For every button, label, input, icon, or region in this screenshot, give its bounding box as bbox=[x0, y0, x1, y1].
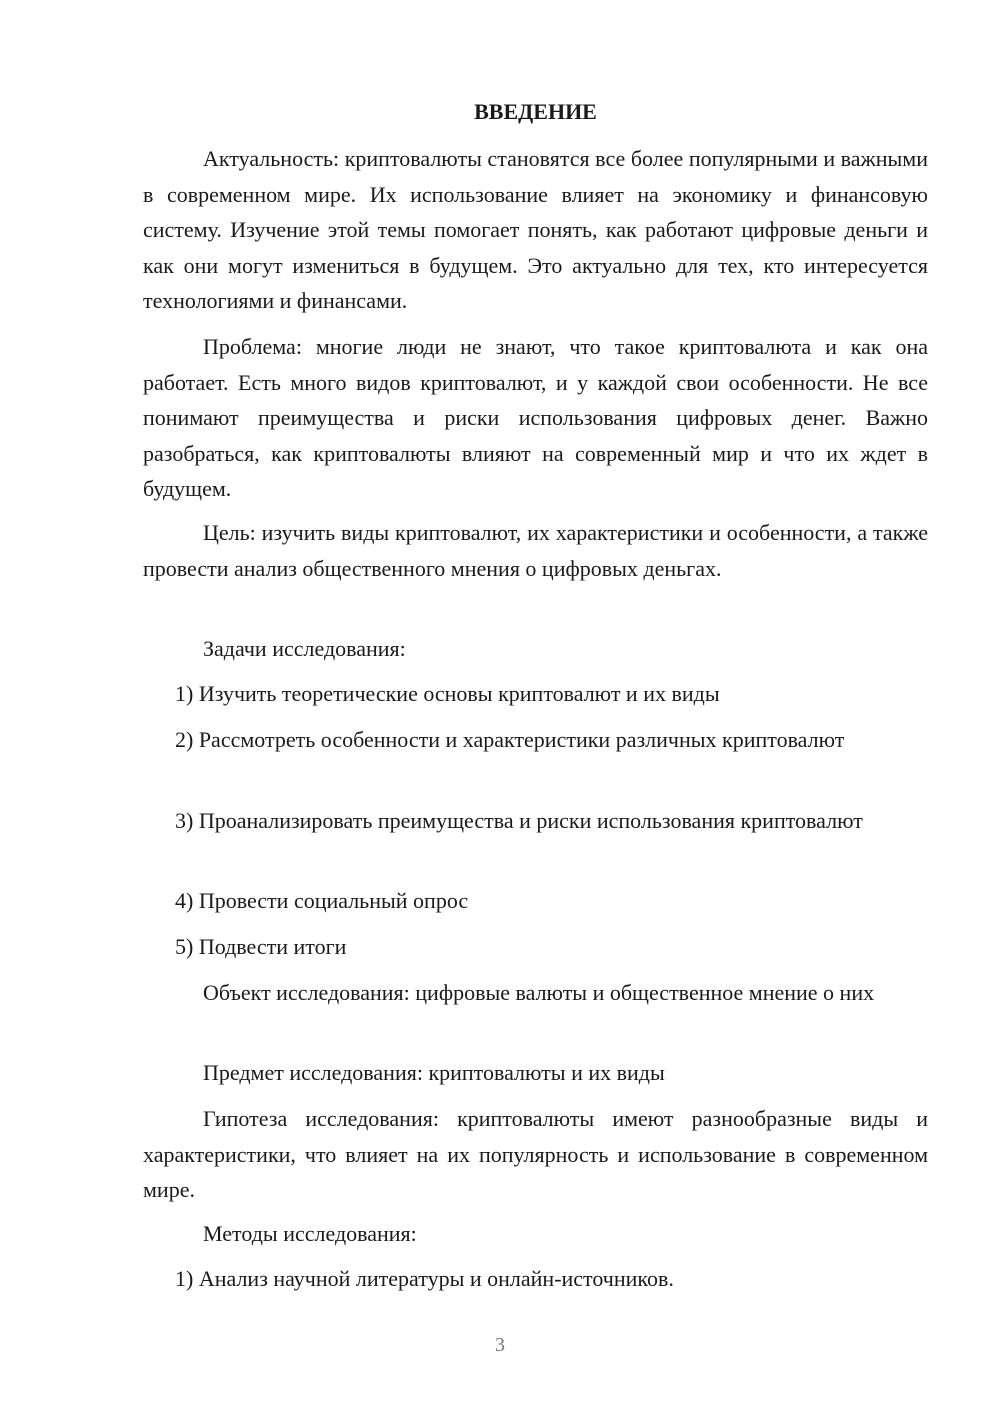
list-item-method-1: 1) Анализ научной литературы и онлайн-источников. bbox=[175, 1266, 674, 1291]
paragraph-goal: Цель: изучить виды криптовалют, их характеристики и особенности, а также провести анализ общественного мнения о цифровых деньгах. bbox=[143, 520, 928, 581]
paragraph-object: Объект исследования: цифровые валюты и общественное мнение о них bbox=[203, 980, 875, 1005]
list-item-task-1: 1) Изучить теоретические основы криптовалют и их виды bbox=[175, 681, 720, 706]
paragraph-hypothesis: Гипотеза исследования: криптовалюты имеют разнообразные виды и характеристики, что влияет на их популярность и использование в современном мире. bbox=[143, 1106, 928, 1202]
paragraph-subject: Предмет исследования: криптовалюты и их виды bbox=[203, 1060, 665, 1085]
paragraph-methods-heading: Методы исследования: bbox=[203, 1221, 417, 1246]
page-number: 3 bbox=[495, 1334, 505, 1356]
paragraph-relevance: Актуальность: криптовалюты становятся все более популярными и важными в современном мире. Их использование влияет на экономику и финансовую систему. Изучение этой темы помогает понять, как работают цифровые деньги и как они могут измениться в будущем. Это актуально для тех, кто интересуется технологиями и финансами. bbox=[143, 146, 928, 313]
section-title: ВВЕДЕНИЕ bbox=[474, 99, 597, 124]
paragraph-tasks-heading: Задачи исследования: bbox=[203, 636, 406, 661]
list-item-task-2: 2) Рассмотреть особенности и характеристики различных криптовалют bbox=[175, 727, 845, 752]
paragraph-problem: Проблема: многие люди не знают, что такое криптовалюта и как она работает. Есть много видов криптовалют, и у каждой свои особенности. Не все понимают преимущества и риски использования цифровых денег. Важно разобраться, как криптовалюты влияют на современный мир и что их ждет в будущем. bbox=[143, 334, 928, 501]
list-item-task-3: 3) Проанализировать преимущества и риски использования криптовалют bbox=[175, 808, 863, 833]
list-item-task-4: 4) Провести социальный опрос bbox=[175, 888, 469, 913]
list-item-task-5: 5) Подвести итоги bbox=[175, 934, 347, 959]
